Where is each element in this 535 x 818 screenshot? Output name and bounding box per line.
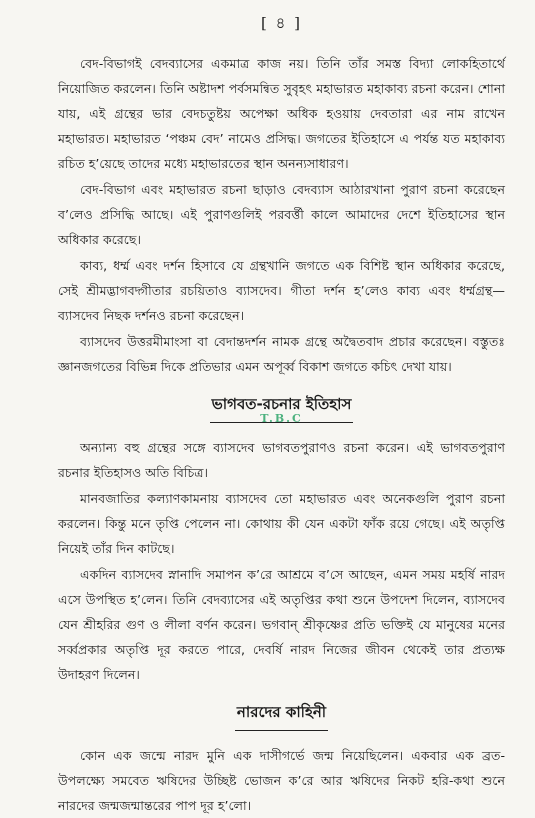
- section-heading: [58, 701, 505, 731]
- paragraph: বেদ-বিভাগ এবং মহাভারত রচনা ছাড়াও বেদব্যাস আঠারখানা পুরাণ রচনা করেছেন ব’লেও প্রসিদ্ধি আছে। এই পুরাণগুলিই পরবর্ত্তী কালে আমাদের দেশে ইতিহাসের স্থান অধিকার করেছে।: [58, 182, 505, 247]
- paragraph: অন্যান্য বহু গ্রন্থের সঙ্গে ব্যাসদেব ভাগবতপুরাণও রচনা করেন। এই ভাগবতপুরাণ রচনার ইতিহাসও অতি বিচিত্র।: [58, 440, 505, 480]
- paragraph: কোন এক জন্মে নারদ মুনি এক দাসীগর্ভে জন্ম নিয়েছিলেন। একবার এক ব্রত-উপলক্ষ্যে সমবেত ঋষিদের উচ্ছিষ্ট ভোজন ক’রে আর ঋষিদের নিকট হরি-কথা শুনে নারদের জন্মজন্মান্তরের পাপ দূর হ’লো।: [58, 748, 505, 813]
- section-heading: [58, 393, 505, 423]
- paragraph: কাব্য, ধর্ম্ম এবং দর্শন হিসাবে যে গ্রন্থখানি জগতে এক বিশিষ্ট স্থান অধিকার করেছে, সেই শ্রীমদ্ভাগবদ্গীতার রচয়িতাও ব্যাসদেব। গীতা দর্শন হ’লেও কাব্য এবং ধর্ম্মগ্রন্থ—ব্যাসদেব নিছক দর্শনও রচনা করেছেন।: [58, 258, 505, 323]
- page-number: [ ৪ ]: [261, 14, 302, 32]
- paragraph: মানবজাতির কল্যাণকামনায় ব্যাসদেব তো মহাভারত এবং অনেকগুলি পুরাণ রচনা করলেন। কিন্তু মনে তৃপ্তি পেলেন না। কোথায় কী যেন একটা ফাঁক রয়ে গেছে। এই অতৃপ্তি নিয়েই তাঁর দিন কাটছে।: [58, 491, 505, 556]
- section-narada-story: [58, 701, 505, 818]
- heading-text: নারদের কাহিনী: [235, 701, 328, 731]
- tbc-watermark: T.B.C: [260, 412, 303, 425]
- section-bhagavata-history: [58, 393, 505, 687]
- paragraph: বেদ-বিভাগই বেদব্যাসের একমাত্র কাজ নয়। তিনি তাঁর সমস্ত বিদ্যা লোকহিতার্থে নিয়োজিত করলেন। তিনি অষ্টাদশ পর্বসমন্বিত সুবৃহৎ মহাভারত মহাকাব্য রচনা করেন। শোনা যায়, এই গ্রন্থের ভার বেদচতুষ্টয় অপেক্ষা অধিক হওয়ায় দেবতারা এর নাম রাখেন মহাভারত। মহাভারত ‘পঞ্চম বেদ’ নামেও প্রসিদ্ধ। জগতের ইতিহাসে এ পর্যন্ত যত মহাকাব্য রচিত হ’য়েছে তাদের মধ্যে মহাভারতের স্থান অনন্যসাধারণ।: [58, 56, 505, 171]
- paragraph: ব্যাসদেব উত্তরমীমাংসা বা বেদান্তদর্শন নামক গ্রন্থে অদ্বৈতবাদ প্রচার করেছেন। বস্তুতঃ জ্ঞানজগতের বিভিন্ন দিকে প্রতিভার এমন অপূর্ব্ব বিকাশ জগতে কচিৎ দেখা যায়।: [58, 334, 505, 374]
- paragraph: একদিন ব্যাসদেব স্নানাদি সমাপন ক’রে আশ্রমে ব’সে আছেন, এমন সময় মহর্ষি নারদ এসে উপস্থিত হ’লেন। তিনি বেদব্যাসের এই অতৃপ্তির কথা শুনে উপদেশ দিলেন, ব্যাসদেব যেন শ্রীহরির গুণ ও লীলা বর্ণন করেন। ভগবান্ শ্রীকৃষ্ণের প্রতি ভক্তিই যে মানুষের মনের সর্ব্বপ্রকার অতৃপ্তি দূর করতে পারে, দেবর্ষি নারদ নিজের জীবন থেকেই তার প্রত্যক্ষ উদাহরণ দিলেন।: [58, 567, 505, 682]
- heading-text: ভাগবত-রচনার ইতিহাস: [210, 393, 354, 423]
- section-vyasa-works: [58, 51, 505, 379]
